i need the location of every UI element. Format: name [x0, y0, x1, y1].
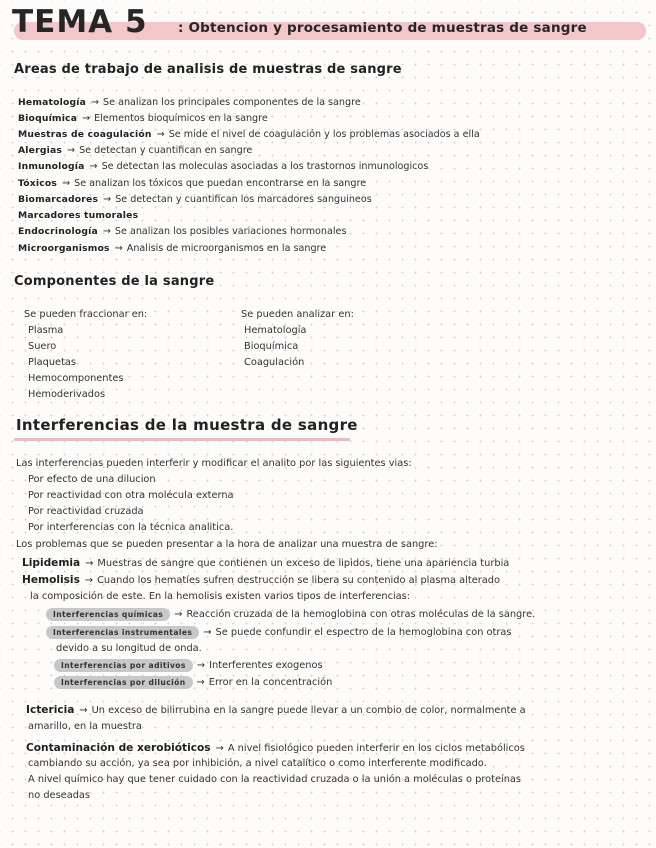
hemolisis-line	[22, 572, 500, 589]
list-item	[18, 192, 372, 208]
list-item: Coagulación	[244, 357, 305, 368]
arrow-right-icon: →	[156, 129, 165, 140]
arrow-right-icon: →	[84, 575, 94, 586]
area-description: Se analizan los posibles variaciones hormonales	[114, 226, 347, 237]
fraccionar-title: Se pueden fraccionar en:	[24, 309, 148, 320]
interferencia-text: Interferentes exogenos	[209, 660, 323, 671]
list-item: Hemoderivados	[28, 389, 106, 400]
list-item: Bioquímica	[244, 341, 299, 352]
interferencias-intro: Las interferencias pueden interferir y modificar el analito por las siguientes vias:	[16, 458, 412, 469]
list-item	[18, 111, 268, 127]
componentes-heading: Componentes de la sangre	[14, 274, 215, 289]
ictericia-keyword: Ictericia	[26, 704, 75, 716]
list-item: Plaquetas	[28, 357, 77, 368]
arrow-right-icon: →	[174, 609, 183, 620]
arrow-right-icon: →	[90, 97, 100, 108]
interferencia-continuation: devido a su longitud de onda.	[56, 643, 202, 654]
area-description: Se analizan los principales componentes de la sangre	[103, 97, 361, 108]
arrow-right-icon: →	[79, 705, 88, 716]
heading-underline	[14, 438, 350, 441]
arrow-right-icon: →	[114, 243, 123, 254]
list-item	[46, 625, 512, 641]
list-item: Por reactividad cruzada	[28, 506, 144, 517]
arrow-right-icon: →	[203, 627, 212, 638]
hemolisis-continuation: la composición de este. En la hemolisis existen varios tipos de interferencias:	[30, 591, 411, 602]
area-keyword: Biomarcadores	[18, 194, 99, 205]
ictericia-continuation: amarillo, en la muestra	[28, 721, 142, 732]
area-keyword: Tóxicos	[18, 178, 58, 189]
area-description: Se analizan los tóxicos que puedan encontrarse en la sangre	[74, 178, 367, 189]
list-item: Por interferencias con la técnica analitica.	[28, 522, 234, 533]
lipidemia-line	[22, 555, 509, 572]
list-item	[18, 159, 428, 175]
list-item: Hemocomponentes	[28, 373, 124, 384]
list-item	[18, 224, 346, 240]
list-item	[18, 143, 252, 159]
list-item	[18, 241, 326, 257]
list-item: Hematología	[244, 325, 307, 336]
contaminacion-line	[26, 740, 525, 757]
tema-subtitle: : Obtencion y procesamiento de muestras de sangre	[178, 20, 587, 36]
area-description: Se detectan y cuantifican en sangre	[79, 145, 253, 156]
arrow-right-icon: →	[102, 226, 111, 237]
area-keyword: Endocrinología	[18, 226, 98, 237]
contaminacion-keyword: Contaminación de xerobióticos	[26, 742, 211, 754]
interferencia-pill: Interferencias por aditivos	[54, 659, 193, 672]
hemolisis-text: Cuando los hematíes sufren destrucción se libera su contenido al plasma alterado	[97, 575, 500, 586]
interferencia-pill: Interferencias instrumentales	[46, 626, 199, 639]
area-keyword: Marcadores tumorales	[18, 210, 139, 221]
list-item	[54, 675, 332, 691]
area-keyword: Inmunología	[18, 161, 85, 172]
areas-heading: Areas de trabajo de analisis de muestras de sangre	[14, 62, 402, 77]
list-item: Suero	[28, 341, 57, 352]
arrow-right-icon: →	[89, 161, 98, 172]
interferencias-heading: Interferencias de la muestra de sangre	[16, 416, 358, 434]
hemolisis-keyword: Hemolisis	[22, 574, 80, 586]
area-keyword: Muestras de coagulación	[18, 129, 152, 140]
area-keyword: Microorganismos	[18, 243, 110, 254]
area-description: Se detectan y cuantifican los marcadores sanguineos	[115, 194, 372, 205]
list-item	[54, 658, 323, 674]
list-item: Plasma	[28, 325, 64, 336]
contaminacion-quimico: A nivel químico hay que tener cuidado con la reactividad cruzada o la unión a moléculas o proteínas	[28, 774, 522, 785]
lipidemia-keyword: Lipidemia	[22, 557, 81, 569]
interferencia-pill: Interferencias por dilución	[54, 676, 193, 689]
interferencia-pill: Interferencias químicas	[46, 608, 170, 621]
list-item	[18, 127, 480, 143]
list-item	[18, 176, 366, 192]
area-keyword: Hematología	[18, 97, 86, 108]
area-keyword: Alergias	[18, 145, 63, 156]
interferencia-text: Error en la concentración	[208, 677, 333, 688]
lipidemia-text: Muestras de sangre que contienen un exceso de lipidos, tiene una apariencia turbia	[97, 558, 510, 569]
contaminacion-end: no deseadas	[28, 790, 91, 801]
area-keyword: Bioquímica	[18, 113, 78, 124]
list-item	[18, 208, 141, 224]
arrow-right-icon: →	[62, 178, 71, 189]
arrow-right-icon: →	[67, 145, 76, 156]
arrow-right-icon: →	[196, 660, 206, 671]
arrow-right-icon: →	[103, 194, 112, 205]
list-item	[46, 607, 535, 623]
tema-title: TEMA 5	[12, 4, 148, 40]
arrow-right-icon: →	[196, 677, 205, 688]
interferencia-text: Reacción cruzada de la hemoglobina con otras moléculas de la sangre.	[186, 609, 536, 620]
area-description: Se detectan las moleculas asociadas a los trastornos inmunologicos	[101, 161, 429, 172]
arrow-right-icon: →	[215, 743, 224, 754]
ictericia-text: Un exceso de bilirrubina en la sangre puede llevar a un combio de color, normalmente a	[91, 705, 526, 716]
contaminacion-text: A nivel fisiológico pueden interferir en los ciclos metabólicos	[227, 743, 525, 754]
arrow-right-icon: →	[85, 558, 94, 569]
title-banner	[8, 4, 648, 42]
arrow-right-icon: →	[82, 113, 91, 124]
analizar-title: Se pueden analizar en:	[241, 309, 354, 320]
ictericia-line	[26, 702, 526, 719]
area-description: Se mide el nivel de coagulación y los problemas asociados a ella	[168, 129, 480, 140]
area-description: Elementos bioquímicos en la sangre	[94, 113, 268, 124]
list-item: Por efecto de una dilucion	[28, 474, 156, 485]
area-description: Analisis de microorganismos en la sangre	[126, 243, 327, 254]
problemas-intro: Los problemas que se pueden presentar a la hora de analizar una muestra de sangre:	[16, 539, 438, 550]
list-item: Por reactividad con otra molécula externa	[28, 490, 234, 501]
list-item	[18, 95, 361, 111]
interferencia-text: Se puede confundir el espectro de la hemoglobina con otras	[215, 627, 512, 638]
contaminacion-continuation: cambiando su acción, ya sea por inhibición, a nivel catalítico o como interferente modificado.	[28, 758, 487, 769]
